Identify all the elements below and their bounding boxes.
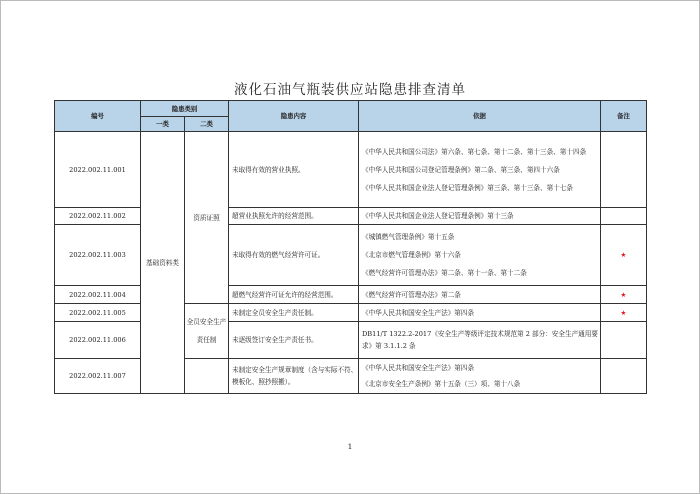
cat2-cell-qualification: 资质证照 <box>185 132 229 304</box>
row-id: 2022.002.11.003 <box>55 225 141 286</box>
row-id: 2022.002.11.006 <box>55 322 141 359</box>
basis-line: 《中华人民共和国公司登记管理条例》第二条、第三条、第四十六条 <box>362 165 560 174</box>
row-id: 2022.002.11.004 <box>55 286 141 304</box>
row-basis <box>359 132 601 208</box>
header-category: 隐患类别 <box>141 101 229 117</box>
header-id: 编号 <box>55 101 141 132</box>
row-id: 2022.002.11.005 <box>55 304 141 322</box>
basis-line: 《北京市燃气管理条例》第十六条 <box>362 251 461 259</box>
row-remark <box>601 132 647 208</box>
row-content: 超燃气经营许可证允许的经营范围。 <box>229 286 359 304</box>
header-cat2: 二类 <box>185 117 229 132</box>
basis-line: 《城镇燃气管理条例》第十五条 <box>362 233 455 241</box>
header-cat1: 一类 <box>141 117 185 132</box>
basis-line: 《燃气经营许可管理办法》第二条、第十一条、第十二条 <box>362 269 527 277</box>
row-basis <box>359 359 601 394</box>
header-basis: 依据 <box>359 101 601 132</box>
star-icon: ★ <box>601 225 647 286</box>
row-id: 2022.002.11.007 <box>55 359 141 394</box>
hazard-checklist-table <box>54 100 647 394</box>
row-content: 超营业执照允许的经营范围。 <box>229 208 359 225</box>
page-number: 1 <box>347 442 353 451</box>
cat2-cell-empty <box>185 359 229 394</box>
row-basis: 《中华人民共和国安全生产法》第四条 <box>359 304 601 322</box>
basis-line: 《中华人民共和国企业法人登记管理条例》第三条、第十三条、第十七条 <box>362 183 573 192</box>
table-row <box>55 132 647 208</box>
row-content: 未制定全员安全生产责任制。 <box>229 304 359 322</box>
header-content: 隐患内容 <box>229 101 359 132</box>
row-basis: 《燃气经营许可管理办法》第二条 <box>359 286 601 304</box>
page-title: 液化石油气瓶装供应站隐患排查清单 <box>234 82 466 98</box>
row-remark <box>601 359 647 394</box>
cat2-label: 全员安全生产责任制 <box>186 318 227 344</box>
row-id: 2022.002.11.002 <box>55 208 141 225</box>
cat1-cell: 基础资料类 <box>141 132 185 394</box>
row-content: 未制定安全生产规章制度（含与实际不符、模板化、照抄照搬）。 <box>229 359 359 394</box>
row-content: 未取得有效的燃气经营许可证。 <box>229 225 359 286</box>
row-basis: 《中华人民共和国企业法人登记管理条例》第十三条 <box>359 208 601 225</box>
basis-line: 《北京市安全生产条例》第十五条（三）项、第十八条 <box>362 380 521 388</box>
row-content: 未取得有效的营业执照。 <box>229 132 359 208</box>
row-remark <box>601 322 647 359</box>
header-remark: 备注 <box>601 101 647 132</box>
basis-line: 《中华人民共和国安全生产法》第四条 <box>362 364 475 372</box>
row-basis <box>359 225 601 286</box>
star-icon: ★ <box>601 304 647 322</box>
row-basis: DB11/T 1322.2-2017《安全生产等级评定技术规范第 2 部分：安全生产通用要求》第 3.1.1.2 条 <box>359 322 601 359</box>
basis-line: 《中华人民共和国公司法》第六条、第七条、第十二条、第十三条、第十四条 <box>362 147 587 156</box>
row-id: 2022.002.11.001 <box>55 132 141 208</box>
star-icon: ★ <box>601 286 647 304</box>
row-remark <box>601 208 647 225</box>
row-content: 未逐级签订安全生产责任书。 <box>229 322 359 359</box>
cat2-cell-responsibility <box>185 304 229 359</box>
